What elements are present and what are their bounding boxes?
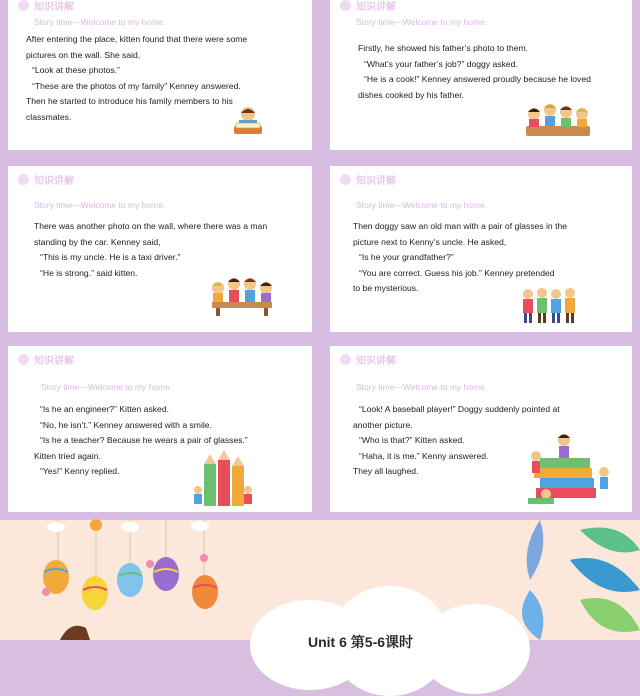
decoration-left-icon bbox=[0, 520, 240, 640]
tag-dot-icon bbox=[340, 174, 351, 185]
slide-3-card bbox=[8, 166, 312, 332]
tag-dot-icon bbox=[18, 354, 29, 365]
slide-6-subtitle: Story time—Welcome to my home. bbox=[356, 382, 488, 392]
line: “He is strong.” said kitten. bbox=[40, 267, 138, 278]
line: “These are the photos of my family” Kenney answered. bbox=[32, 80, 241, 91]
slide-2-tag-label: 知识讲解 bbox=[356, 2, 396, 13]
slide-5 bbox=[0, 338, 320, 520]
line: picture next to Kenny’s uncle. He asked, bbox=[353, 236, 507, 247]
title-slide-preview bbox=[0, 520, 640, 650]
slide-5-text bbox=[34, 402, 298, 480]
line: “You are correct. Guess his job.” Kenney pretended bbox=[359, 267, 555, 278]
line: Kitten tried again. bbox=[34, 450, 101, 461]
line: “This is my uncle. He is a taxi driver.” bbox=[40, 252, 181, 263]
line: Firstly, he showed his father’s photo to them. bbox=[358, 43, 529, 53]
book-stack-illustration bbox=[526, 428, 616, 506]
line: “Yes!” Kenny replied. bbox=[40, 466, 120, 477]
line: “Who is that?” Kitten asked. bbox=[359, 435, 465, 446]
slide-4-tag bbox=[340, 172, 396, 187]
line: “Haha, it is me.” Kenny answered. bbox=[359, 450, 489, 461]
line: dishes cooked by his father. bbox=[358, 89, 465, 100]
slide-1-subtitle: Story time—Welcome to my home. bbox=[34, 17, 166, 27]
slide-6 bbox=[322, 338, 640, 520]
reading-boy-illustration bbox=[230, 104, 266, 138]
line: Then he started to introduce his family members to his bbox=[26, 96, 233, 107]
slide-5-card bbox=[8, 346, 312, 512]
slide-1-tag bbox=[18, 0, 74, 13]
line: “Is he your grandfather?” bbox=[359, 252, 454, 263]
slide-2-subtitle: Story time—Welcome to my home. bbox=[356, 17, 488, 27]
slide-2 bbox=[322, 0, 640, 158]
tag-dot-icon bbox=[340, 354, 351, 365]
slide-3 bbox=[0, 158, 320, 340]
line: pictures on the wall. She said, bbox=[26, 49, 141, 60]
line: “Look! A baseball player!” Doggy suddenly pointed at bbox=[359, 404, 560, 414]
line: standing by the car. Kenney said, bbox=[34, 236, 161, 247]
line: “Look at these photos.” bbox=[32, 65, 120, 76]
line: “Is he an engineer?” Kitten asked. bbox=[40, 404, 169, 414]
leaves-decoration-icon bbox=[500, 520, 640, 640]
tag-dot-icon bbox=[18, 174, 29, 185]
kids-standing-illustration bbox=[520, 286, 584, 326]
slide-6-tag-label: 知识讲解 bbox=[356, 356, 396, 367]
slide-2-text bbox=[358, 41, 618, 103]
slide-5-tag bbox=[18, 352, 74, 367]
line: There was another photo on the wall, where there was a man bbox=[34, 221, 268, 231]
title-slide-heading: Unit 6 第5-6课时 bbox=[308, 634, 414, 650]
slide-1-tag-label: 知识讲解 bbox=[34, 2, 74, 13]
line: “He is a cook!” Kenney answered proudly because he loved bbox=[364, 74, 591, 85]
pencils-illustration bbox=[190, 450, 254, 510]
line: They all laughed. bbox=[353, 466, 419, 477]
tag-dot-icon bbox=[18, 0, 29, 11]
slide-5-tag-label: 知识讲解 bbox=[34, 356, 74, 367]
slide-4-card bbox=[330, 166, 632, 332]
line: “Is he a teacher? Because he wears a pair of glasses.” bbox=[40, 435, 248, 446]
slide-6-tag bbox=[340, 352, 396, 367]
line: “What’s your father’s job?” doggy asked. bbox=[364, 58, 518, 69]
slide-1-card bbox=[8, 0, 312, 150]
slide-3-tag-label: 知识讲解 bbox=[34, 176, 74, 187]
line: After entering the place, kitten found that there were some bbox=[26, 34, 248, 44]
slide-5-subtitle: Story time—Welcome to my home. bbox=[41, 382, 173, 392]
slide-4 bbox=[322, 158, 640, 340]
tag-dot-icon bbox=[340, 0, 351, 11]
slide-4-tag-label: 知识讲解 bbox=[356, 176, 396, 187]
line: Then doggy saw an old man with a pair of glasses in the bbox=[353, 221, 568, 231]
slide-1 bbox=[0, 0, 320, 158]
slide-2-card bbox=[330, 0, 632, 150]
slide-6-card bbox=[330, 346, 632, 512]
kids-table-illustration bbox=[204, 272, 280, 316]
slide-3-tag bbox=[18, 172, 74, 187]
slide-3-subtitle: Story time—Welcome to my home. bbox=[34, 200, 166, 210]
line: classmates. bbox=[26, 111, 72, 122]
slide-2-tag bbox=[340, 0, 396, 13]
slide-4-subtitle: Story time—Welcome to my home. bbox=[356, 200, 488, 210]
line: “No, he isn’t.” Kenney answered with a smile. bbox=[40, 419, 212, 430]
kids-group-illustration bbox=[520, 100, 596, 140]
line: to be mysterious. bbox=[353, 283, 419, 294]
line: another picture. bbox=[353, 419, 413, 430]
